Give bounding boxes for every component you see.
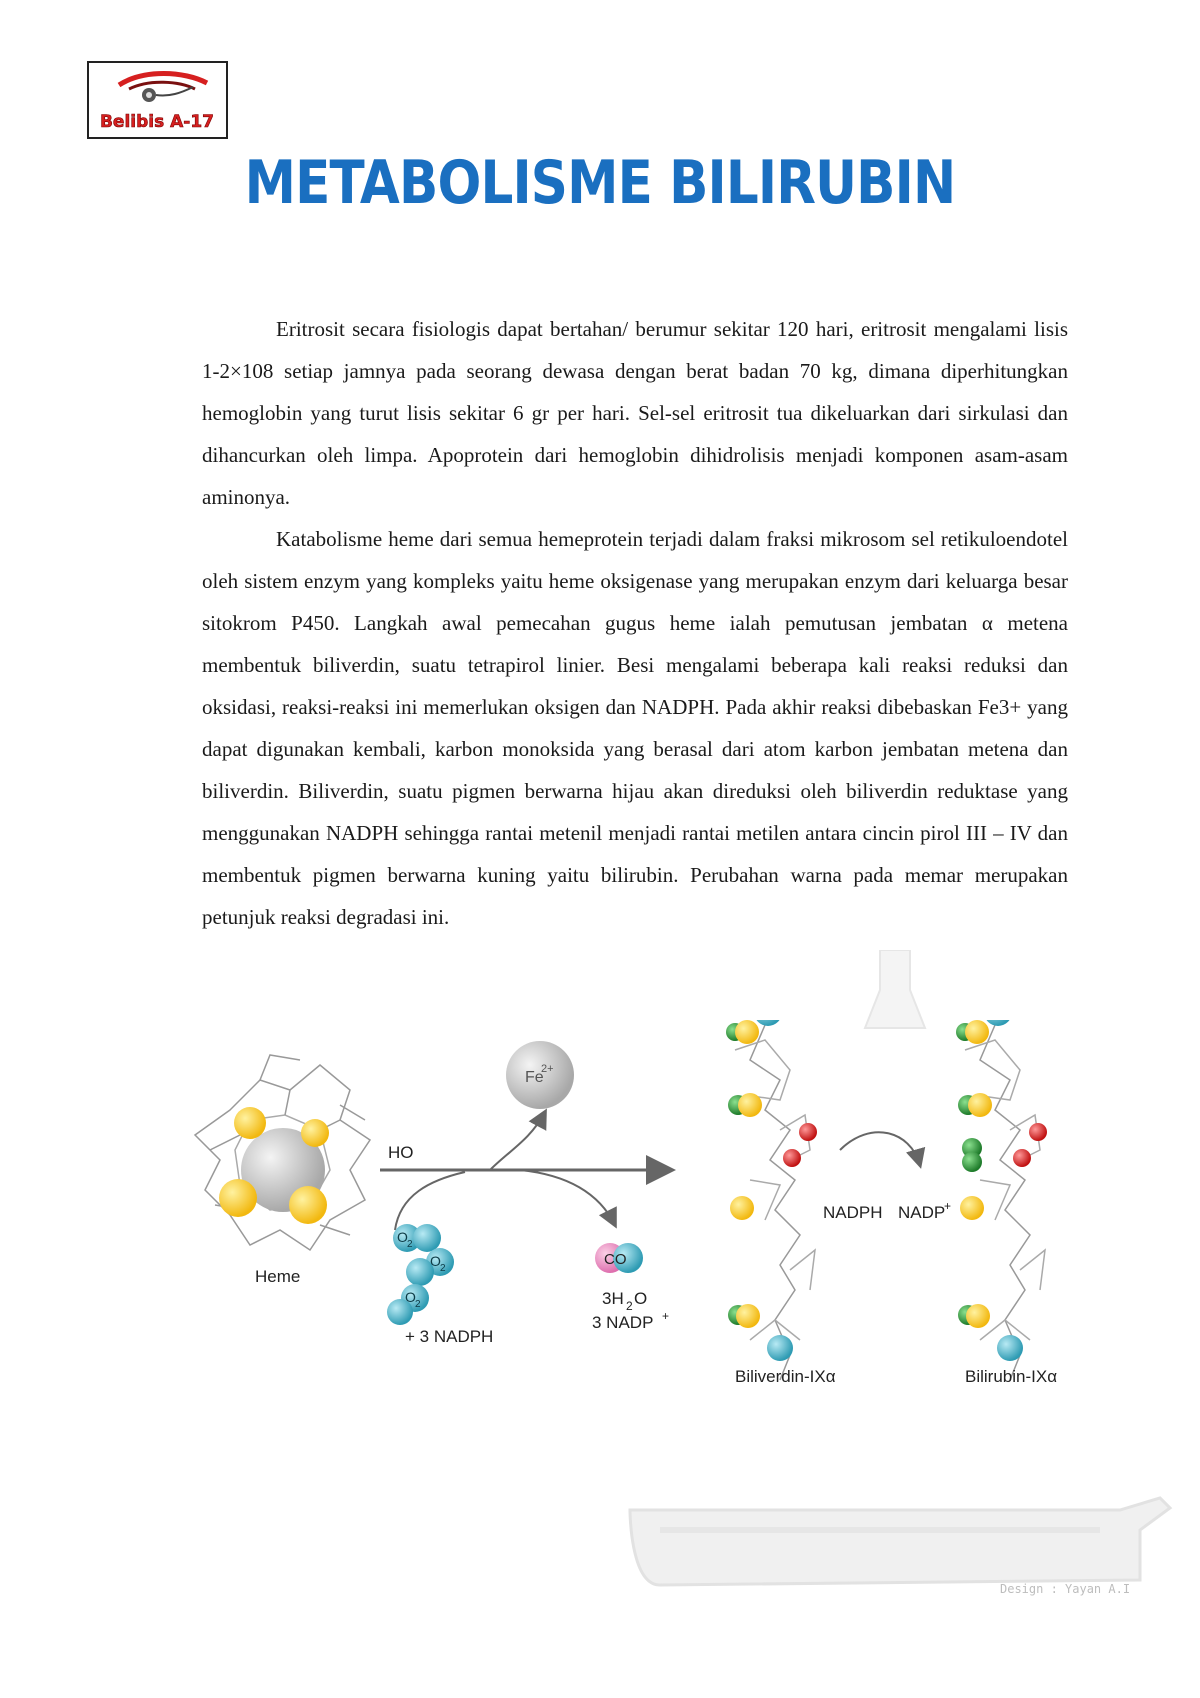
water-label [602,1289,647,1313]
water-sub: 2 [626,1299,633,1313]
o2-label-1: O [397,1229,408,1245]
stethoscope-logo-icon [89,63,226,137]
paragraph-1: Eritrosit secara fisiologis dapat bertahan/ berumur sekitar 120 hari, eritrosit mengalami lisis 1-2×108 setiap jamnya pada seorang dewasa dengan berat badan 70 kg, dimana diperhitungkan hemoglobin yang turut lisis sekitar 6 gr per hari. Sel-sel eritrosit tua dikeluarkan dari sirkulasi dan dihancurkan oleh limpa. Apoprotein dari hemoglobin dihidrolisis menjadi komponen asam-asam aminonya. [202,317,1068,509]
o2-sub-3: 2 [415,1299,421,1310]
nadp-output-label [592,1309,669,1332]
iron-release-arrow [490,1112,545,1170]
bilirubin-molecule [956,1020,1047,1380]
co-label: CO [604,1251,627,1268]
water-prefix: 3H [602,1289,624,1308]
co-output-arrow [520,1170,615,1225]
oxygen-molecules [387,1224,454,1325]
page-title: METABOLISME BILIRUBIN [244,148,956,218]
o2-label-3: O [405,1289,416,1305]
body-text [202,308,1068,938]
logo-text: Belibis A-17 [99,112,215,132]
water-suffix: O [634,1289,648,1308]
o2-sub-2: 2 [440,1263,446,1274]
carbon-monoxide [595,1243,643,1273]
paragraph-2: Katabolisme heme dari semua hemeprotein terjadi dalam fraksi mikrosom sel retikuloendotel oleh sistem enzym yang kompleks yaitu heme oksigenase yang merupakan enzym dari keluarga besar sitokrom P450. Langkah awal pemecahan gugus heme ialah pemutusan jembatan α metena membentuk biliverdin, suatu tetrapirol linier. Besi mengalami beberapa kali reaksi reduksi dan oksidasi, reaksi-reaksi ini memerlukan oksigen dan NADPH. Pada akhir reaksi dibebaskan Fe3+ yang dapat digunakan kembali, karbon monoksida yang berasal dari atom karbon jembatan metena dan biliverdin. Biliverdin, suatu pigmen berwarna hijau akan direduksi oleh biliverdin reduktase yang menggunakan NADPH sehingga rantai metenil menjadi rantai metilen antara cincin pirol III – IV dan membentuk pigmen berwarna kuning yaitu bilirubin. Perubahan warna pada memar merupakan petunjuk reaksi degradasi ini. [202,527,1068,929]
reductase-nadp-sup: + [944,1199,952,1213]
reductase-nadp-base: NADP [898,1203,946,1222]
heme-degradation-diagram [190,1020,1090,1490]
credit-text: Design : Yayan A.I [1000,1582,1131,1596]
iron-ion [506,1041,574,1109]
o2-sub-1: 2 [407,1239,413,1250]
enzyme-label: HO [388,1143,414,1162]
reductase-arrow [840,1132,920,1165]
o2-label-2: O [430,1253,441,1269]
bilirubin-label: Bilirubin-IXα [965,1367,1058,1386]
heme-molecule [195,1055,370,1250]
biliverdin-molecule [726,1020,817,1380]
oxygen-input-arrow [395,1172,465,1230]
reductase-nadp-label [898,1199,951,1222]
heme-label: Heme [255,1267,301,1286]
nadp-output-base: 3 NADP [592,1313,654,1332]
nadp-output-sup: + [662,1309,670,1323]
flask-watermark-icon [860,950,930,1030]
biliverdin-label: Biliverdin-IXα [735,1367,836,1386]
logo [87,61,228,139]
nadph-input-label: + 3 NADPH [405,1327,494,1346]
iron-charge: 2+ [541,1063,554,1075]
iron-symbol: Fe [525,1069,544,1086]
reductase-nadph-label: NADPH [823,1203,883,1222]
